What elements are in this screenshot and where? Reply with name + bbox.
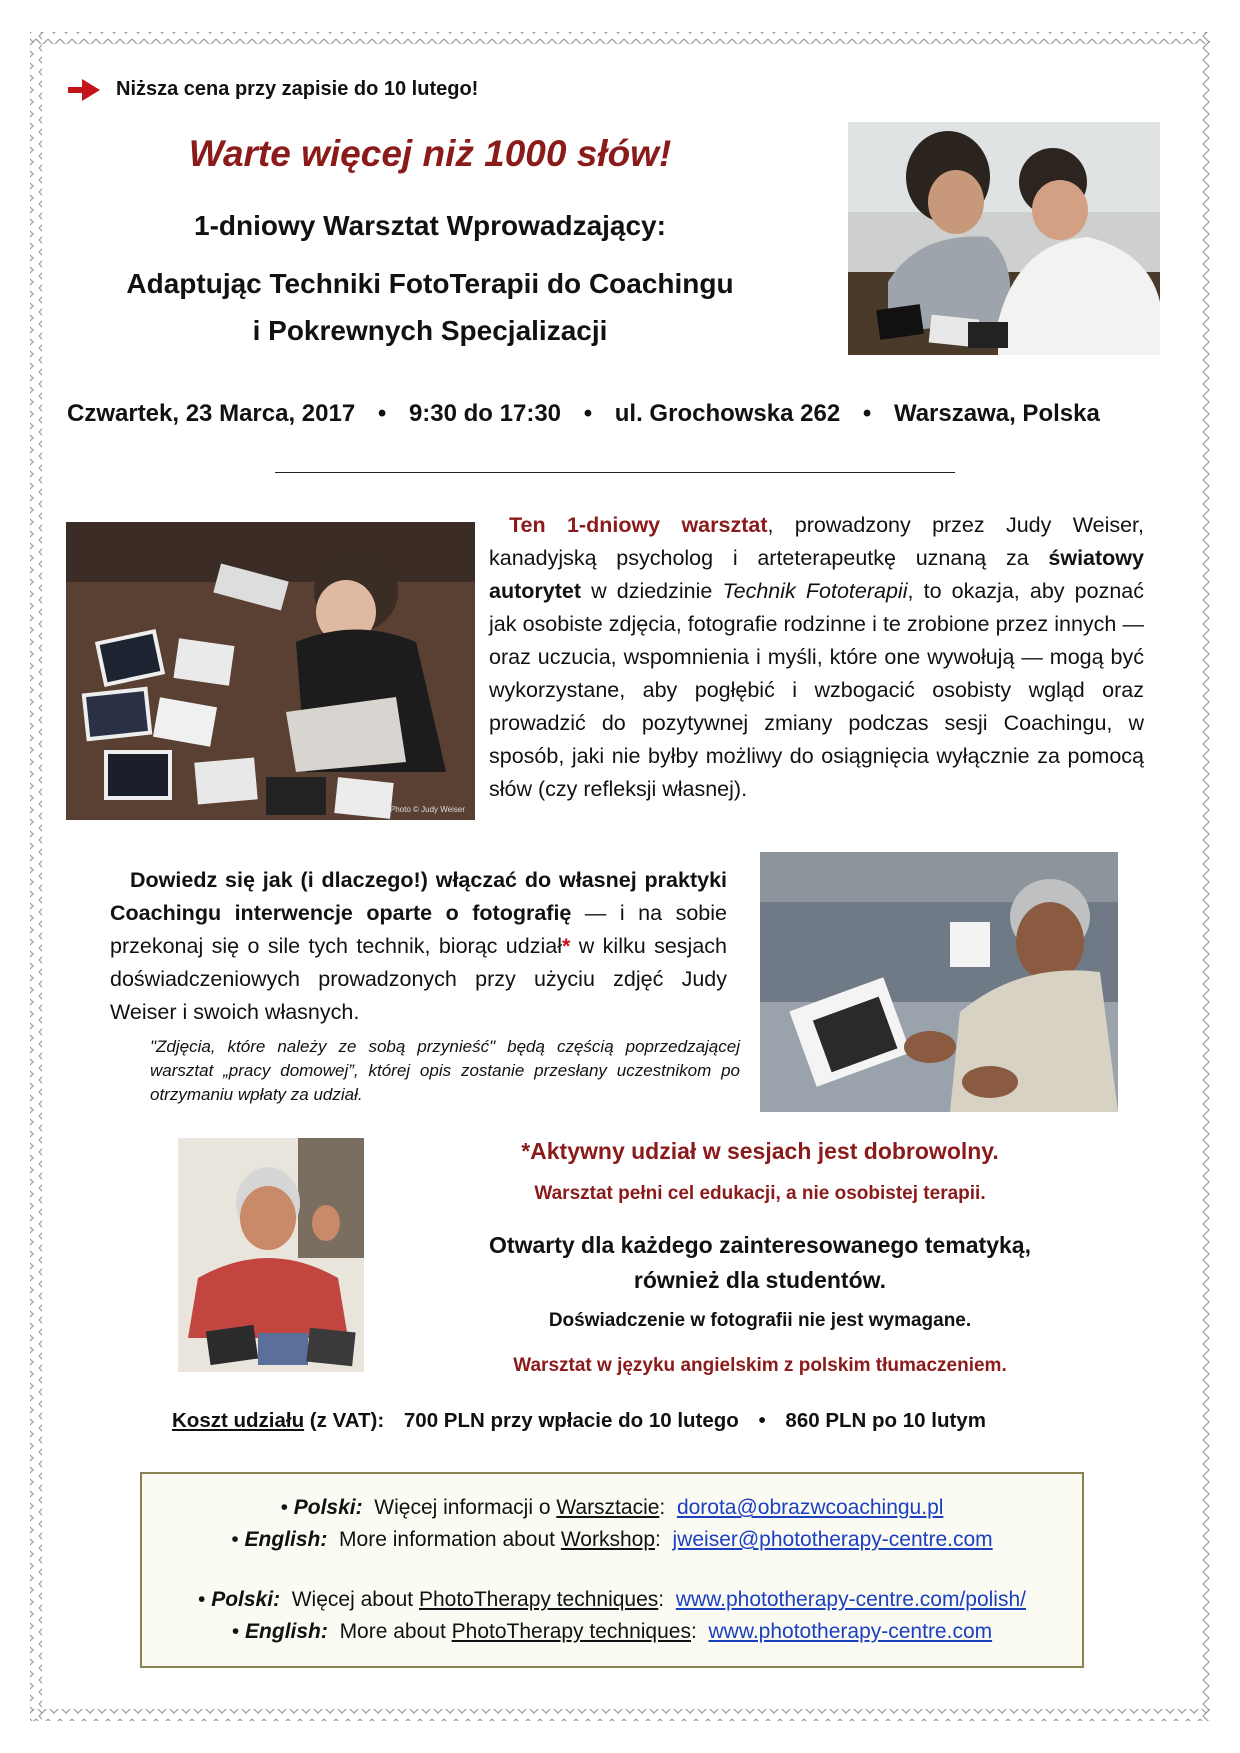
bullet-separator: • (862, 400, 872, 427)
contact-lang: English: (245, 1620, 328, 1643)
language-note: Warsztat w języku angielskim z polskim tłumaczeniem. (513, 1355, 1007, 1376)
contact-text: : (659, 1496, 666, 1519)
event-address: ul. Grochowska 262 (614, 400, 841, 427)
contact-topic: PhotoTherapy techniques (418, 1588, 659, 1611)
contact-text: : (658, 1588, 665, 1611)
learn-text: — i na sobie przekonaj się o sile tych technik, biorąc udział (110, 901, 727, 958)
contact-topic: Warsztacie (556, 1496, 660, 1519)
contact-lang: Polski: (293, 1496, 363, 1519)
cost-early: 700 PLN przy wpłacie do 10 lutego (403, 1409, 739, 1432)
cost-late: 860 PLN po 10 lutym (785, 1409, 986, 1432)
workshop-photo-session (760, 852, 1118, 1112)
intro-text: , to okazja, aby poznać jak osobiste zdjęcia, fotografie rodzinne i te zrobione przez innych — oraz uczucia, wspomnienia i myśli, które one wywołują — mogą być wykorzystane, aby pogłębić i wzbogacić osobisty wgląd oraz prowadzić do pozytywnej zmiany podczas sesji Coachingu, w sposób, jaki nie byłby możliwy do osiągnięcia wyłącznie za pomocą słów (czy refleksji własnej). (489, 579, 1144, 801)
contact-topic: PhotoTherapy techniques (451, 1620, 691, 1643)
bullet-separator: • (583, 400, 593, 427)
cost-line (172, 1409, 1132, 1433)
event-time: 9:30 do 17:30 (408, 400, 562, 427)
early-price-notice: Niższa cena przy zapisie do 10 lutego! (116, 78, 479, 100)
event-city: Warszawa, Polska (893, 400, 1100, 427)
bullet-separator: • (377, 400, 387, 427)
contact-text: More information about (339, 1528, 561, 1551)
website-link-english[interactable]: www.phototherapy-centre.com (708, 1620, 993, 1643)
contact-text: Więcej about (291, 1588, 419, 1611)
website-link-polish[interactable]: www.phototherapy-centre.com/polish/ (675, 1588, 1026, 1611)
arrow-right-icon (66, 77, 102, 103)
contact-line: • Polski: Więcej about PhotoTherapy techniques: www.phototherapy-centre.com/polish/ (198, 1588, 1026, 1611)
open-note-line-2: również dla studentów. (633, 1267, 887, 1293)
subtitle-line-3: i Pokrewnych Specjalizacji (252, 315, 608, 346)
photo-credit: Photo © Judy Weiser (389, 805, 465, 814)
contact-box (140, 1472, 1084, 1668)
subtitle-line-1: 1-dniowy Warsztat Wprowadzający: (194, 210, 666, 241)
presenter-photo (178, 1138, 364, 1372)
contact-text: : (690, 1620, 697, 1643)
intro-emphasis: światowy autorytet (489, 546, 1144, 603)
contact-line: • Polski: Więcej informacji o Warsztacie: dorota@obrazwcoachingu.pl (280, 1496, 944, 1519)
contact-topic: Workshop (560, 1528, 655, 1551)
contact-line: • English: More about PhotoTherapy techniques: www.phototherapy-centre.com (231, 1620, 993, 1643)
contact-line: • English: More information about Workshop: jweiser@phototherapy-centre.com (231, 1528, 993, 1551)
event-details (67, 400, 1177, 428)
cost-vat: (z VAT): (304, 1409, 385, 1432)
intro-italic: Technik Fototerapii (722, 579, 908, 603)
divider-line (275, 472, 955, 473)
contact-lang: English: (244, 1528, 328, 1551)
learn-emphasis: Dowiedz się jak (i dlaczego!) włączać do własnej praktyki Coachingu interwencje oparte o fotografię (110, 868, 727, 925)
education-note: Warsztat pełni cel edukacji, a nie osobistej terapii. (534, 1183, 986, 1204)
homework-note: "Zdjęcia, które należy ze sobą przynieść" będą częścią poprzedzającej warsztat „pracy domowej”, której opis zostanie przesłany uczestnikom po otrzymaniu wpłaty za udział. (150, 1037, 740, 1104)
experience-note: Doświadczenie w fotografii nie jest wymagane. (548, 1310, 972, 1331)
open-note-line-1: Otwarty dla każdego zainteresowanego tematyką, (489, 1232, 1031, 1258)
cost-label: Koszt udziału (172, 1409, 305, 1432)
intro-paragraph (489, 509, 1144, 806)
voluntary-note: *Aktywny udział w sesjach jest dobrowolny. (521, 1138, 999, 1164)
contact-text: Więcej informacji o (374, 1496, 557, 1519)
contact-lang: Polski: (211, 1588, 281, 1611)
headline: Warte więcej niż 1000 słów! (188, 133, 672, 174)
email-link-english[interactable]: jweiser@phototherapy-centre.com (672, 1528, 993, 1551)
intro-text: , prowadzony przez Judy Weiser, kanadyjską psycholog i arteterapeutkę uznaną za (489, 513, 1145, 570)
intro-text: w dziedzinie (580, 579, 723, 603)
workshop-photo-floor (66, 522, 475, 820)
contact-text: More about (339, 1620, 452, 1643)
workshop-photo-pair (848, 122, 1160, 355)
bullet-separator: • (758, 1409, 766, 1432)
subtitle-line-2: Adaptując Techniki FotoTerapii do Coachingu (126, 268, 734, 299)
intro-lead: Ten 1-dniowy warsztat (509, 513, 768, 537)
email-link-polish[interactable]: dorota@obrazwcoachingu.pl (676, 1496, 944, 1519)
learn-paragraph (110, 864, 727, 1029)
asterisk-mark: * (561, 934, 571, 958)
learn-text: w kilku sesjach doświadczeniowych prowadzonych przy użyciu zdjęć Judy Weiser i swoich własnych. (110, 934, 727, 1024)
event-date: Czwartek, 23 Marca, 2017 (67, 400, 356, 427)
contact-text: : (655, 1528, 661, 1551)
